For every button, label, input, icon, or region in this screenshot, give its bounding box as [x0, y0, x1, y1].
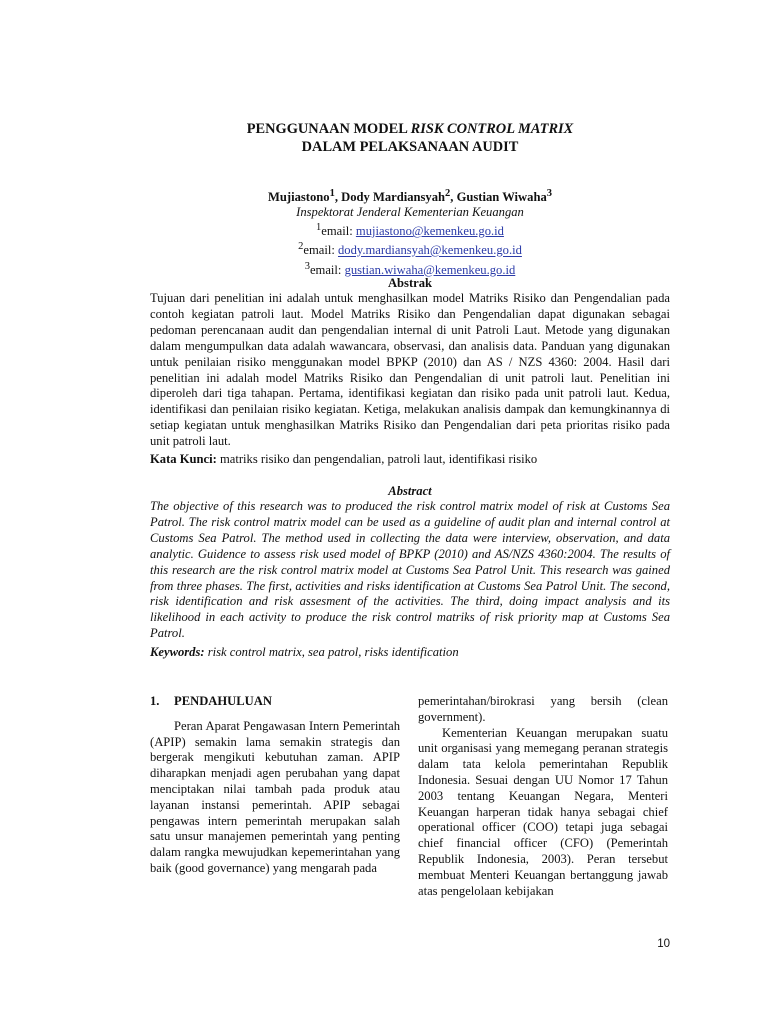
title-line-1: [150, 120, 670, 138]
email-link-3[interactable]: gustian.wiwaha@kemenkeu.go.id: [344, 262, 516, 277]
title-italic-phrase: RISK CONTROL MATRIX: [410, 121, 574, 137]
email-mark: 2: [298, 241, 304, 253]
author-name: Mujiastono: [267, 190, 330, 205]
author-affiliation-mark: 1: [329, 188, 335, 199]
section-heading: [150, 694, 400, 710]
email-label: email:: [303, 243, 338, 258]
email-line-3: [150, 259, 670, 278]
email-mark: 1: [316, 222, 322, 234]
author-block: [150, 186, 670, 278]
email-mark: 3: [304, 260, 310, 272]
body-column-left: [150, 694, 400, 877]
author-institution: Inspektorat Jenderal Kementerian Keuangan: [296, 205, 524, 220]
keywords-label: Keywords:: [150, 645, 205, 659]
email-line-2: [150, 239, 670, 258]
page-number: 10: [657, 938, 670, 950]
abstract-body: The objective of this research was to produced the risk control matrix model of risk at Customs Sea Patrol. The risk control matrix model can be used as a guideline of audit plan and internal control at Customs Sea Patrol. The method used in collecting the data were interview, observation, and data analytic. Guidence to assess risk used model of BPKP (2010) and AS/NZS 4360:2004. The results of this research are the risk control matrix model at Customs Sea Patrol Unit. This research was gained from three phases. The first, activities and risks identification at Customs Sea Patrol Unit. The second, risk identification and risk assesment of the activities. The third, doing impact analysis and its likelihood in each activity to produce the risk control matriks of risk priority map at Customs Sea Patrol.: [150, 499, 670, 641]
abstrak-body: Tujuan dari penelitian ini adalah untuk menghasilkan model Matriks Risiko dan Pengendalian pada contoh kegiatan patroli laut. Model Matriks Risiko dan Pengendalian dapat digunakan sebagai pedoman perencanaan audit dan pengendalian internal di unit Patroli Laut. Metode yang digunakan dalam mengumpulkan data adalah wawancara, observasi, dan analisis data. Panduan yang digunakan untuk penilaian risiko menggunakan model BPKP (2010) dan AS / NZS 4360: 2004. Hasil dari penelitian ini adalah model Matriks Risiko dan Pengendalian di unit patroli laut. Penelitian ini diperoleh dari tiga tahapan. Pertama, identifikasi kegiatan dan risiko pada unit patroli laut. Kedua, identifikasi dan penilaian risiko kegiatan. Ketiga, melakukan analisis dampak dan kemungkinannya di setiap kegiatan untuk menghasilkan Matriks Risiko dan Pengendalian dari peta prioritas risiko pada unit patroli laut.: [150, 291, 670, 449]
author-name: Gustian Wiwaha: [456, 190, 547, 205]
email-label: email:: [321, 224, 356, 239]
author-affiliation-mark: 2: [445, 188, 451, 199]
kata-kunci: [150, 451, 670, 467]
intro-paragraph-1: Peran Aparat Pengawasan Intern Pemerintah (APIP) semakin lama semakin strategis dan bergerak mengikuti kebutuhan zaman. APIP diharapkan menjadi agen perubahan yang dapat menciptakan nilai tambah pada produk atau layanan instansi pemerintah. APIP sebagai pengawas intern pemerintah merupakan salah satu unsur manajemen pemerintah yang penting dalam rangka mewujudkan kepemerintahan yang baik (good governance) yang mengarah pada: [150, 718, 400, 875]
author-separator: ,: [334, 190, 342, 205]
paper-title: [150, 120, 670, 156]
kata-kunci-label: Kata Kunci:: [150, 452, 217, 466]
author-name: Dody Mardiansyah: [341, 190, 446, 205]
author-affiliation-mark: 3: [546, 188, 553, 199]
title-line-2: DALAM PELAKSANAAN AUDIT: [301, 139, 519, 155]
keywords-values: risk control matrix, sea patrol, risks identification: [204, 645, 459, 659]
abstract-heading: Abstract: [388, 484, 432, 498]
title-prefix: PENGGUNAAN MODEL: [246, 121, 411, 137]
intro-paragraph-2: pemerintahan/birokrasi yang bersih (clean government).: [418, 694, 668, 724]
email-line-1: [150, 220, 670, 239]
keywords: [150, 644, 670, 660]
author-separator: ,: [450, 190, 457, 205]
section-title: PENDAHULUAN: [174, 694, 272, 708]
kata-kunci-values: matriks risiko dan pengendalian, patroli laut, identifikasi risiko: [216, 452, 538, 466]
author-names: [150, 186, 670, 205]
email-link-2[interactable]: dody.mardiansyah@kemenkeu.go.id: [337, 243, 522, 258]
email-label: email:: [309, 262, 345, 277]
body-column-right: [418, 694, 668, 899]
abstrak-heading: Abstrak: [387, 276, 433, 290]
section-number: 1.: [150, 694, 160, 708]
intro-paragraph-3: Kementerian Keuangan merupakan suatu unit organisasi yang memegang peranan strategis dalam tata kelola pemerintahan Republik Indonesia. Sesuai dengan UU Nomor 17 Tahun 2003 tentang Keuangan Negara, Menteri Keuangan harperan tidak hanya sebagai chief operational officer (COO) tetapi juga sebagai chief financial officer (CFO) (Pemerintah Republik Indonesia, 2003). Peran tersebut membuat Menteri Keuangan bertanggung jawab atas pengelolaan kebijakan: [418, 725, 668, 898]
email-link-1[interactable]: mujiastono@kemenkeu.go.id: [355, 224, 504, 239]
